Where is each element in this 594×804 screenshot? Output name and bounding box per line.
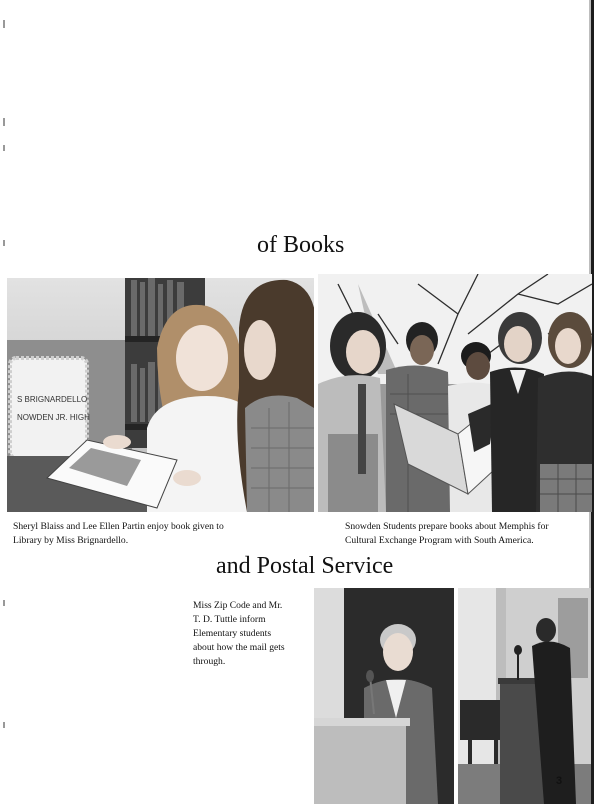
caption-memphis-line-2: Cultural Exchange Program with South America.: [345, 535, 534, 546]
page-number: 3: [556, 775, 563, 787]
caption-library-line-2: Library by Miss Brignardello.: [13, 535, 129, 546]
caption-zip-line-5: through.: [193, 656, 226, 667]
zip-code-speaker-photo: [314, 588, 454, 804]
binding-mark: [3, 20, 5, 28]
caption-zip-line-2: T. D. Tuttle inform: [193, 614, 266, 625]
caption-zip-line-1: Miss Zip Code and Mr.: [193, 600, 283, 611]
heading-postal-text: and Postal Service: [216, 553, 394, 579]
caption-library: [13, 520, 224, 548]
binding-mark: [3, 722, 5, 728]
caption-memphis-line-1: Snowden Students prepare books about Memphis for: [345, 521, 549, 532]
plaque-line-2: NOWDEN JR. HIGH: [17, 413, 90, 422]
students-photo: [318, 274, 592, 512]
heading-books-text: of Books: [257, 232, 345, 258]
library-photo: [7, 278, 314, 512]
caption-memphis: [345, 520, 549, 548]
binding-mark: [3, 600, 5, 606]
plaque-line-1: S BRIGNARDELLO: [17, 395, 88, 404]
binding-mark: [3, 118, 5, 126]
binding-mark: [3, 240, 5, 246]
tuttle-speaker-photo: [458, 588, 591, 804]
caption-zip-line-4: about how the mail gets: [193, 642, 285, 653]
caption-zip-line-3: Elementary students: [193, 628, 272, 639]
binding-mark: [3, 145, 5, 151]
caption-library-line-1: Sheryl Blaiss and Lee Ellen Partin enjoy book given to: [13, 521, 224, 532]
caption-zip-code: [193, 599, 285, 669]
